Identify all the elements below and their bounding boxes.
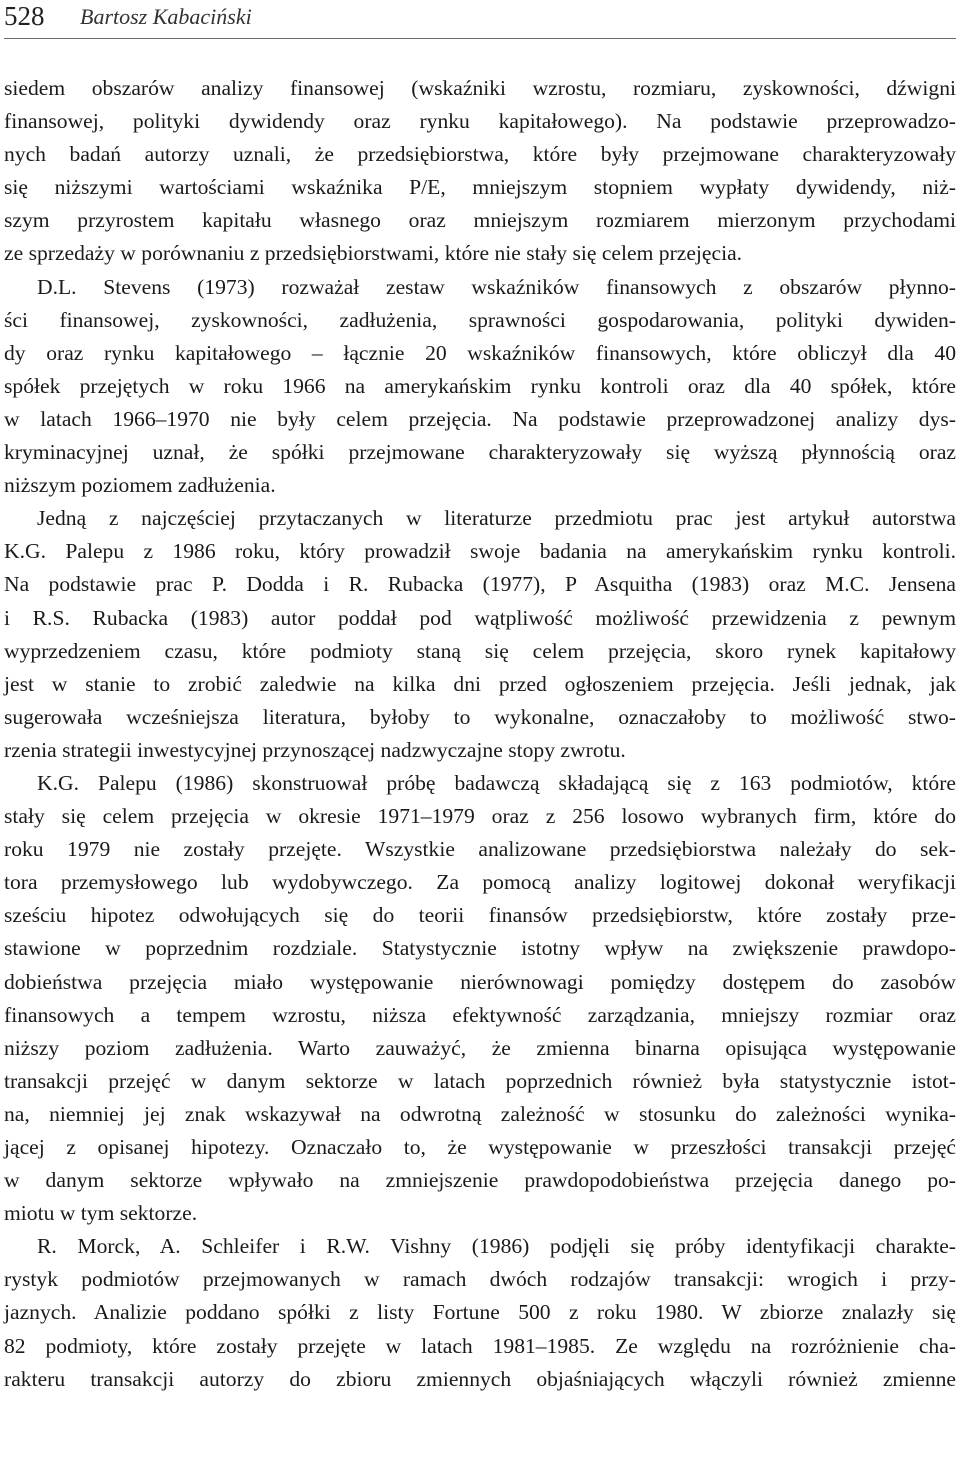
text-line: siedem obszarów analizy finansowej (wskaźniki wzrostu, rozmiaru, zyskowności, dźwigni [4, 76, 956, 100]
text-line: jest w stanie to zrobić zaledwie na kilka dni przed ogłoszeniem przejęcia. Jeśli jednak, jak [4, 671, 956, 696]
text-line: D.L. Stevens (1973) rozważał zestaw wskaźników finansowych z obszarów płynno- [37, 274, 956, 299]
text-line: stały się celem przejęcia w okresie 1971–1979 oraz z 256 losowo wybranych firm, które do [4, 804, 956, 829]
text-line: w danym sektorze wpływało na zmniejszenie prawdopodobieństwa przejęcia danego po- [4, 1168, 956, 1193]
text-line: Jedną z najczęściej przytaczanych w literaturze przedmiotu prac jest artykuł autorstwa [37, 506, 956, 531]
text-line: rystyk podmiotów przejmowanych w ramach dwóch rodzajów transakcji: wrogich i przy- [4, 1267, 956, 1292]
text-line: K.G. Palepu z 1986 roku, który prowadził swoje badania na amerykańskim rynku kontroli. [4, 539, 956, 564]
body-text [4, 72, 956, 1396]
text-line: Na podstawie prac P. Dodda i R. Rubacka (1977), P Asquitha (1983) oraz M.C. Jensena [4, 572, 956, 597]
text-line: dy oraz rynku kapitałowego – łącznie 20 wskaźników finansowych, które obliczył dla 40 [4, 340, 956, 365]
text-line: finansowych a tempem wzrostu, niższa efektywność zarządzania, mniejszy rozmiar oraz [4, 1002, 956, 1027]
text-line: miotu w tym sektorze. [4, 1201, 198, 1226]
text-line: kryminacyjnej uznał, że spółki przejmowane charakteryzowały się wyższą płynnością oraz [4, 440, 956, 465]
text-line: R. Morck, A. Schleifer i R.W. Vishny (1986) podjęli się próby identyfikacji charakte- [37, 1234, 956, 1259]
running-header-author: Bartosz Kabaciński [80, 4, 252, 29]
text-line: stawione w poprzednim rozdziale. Statystycznie istotny wpływ na zwiększenie prawdopo- [4, 936, 956, 961]
running-header [4, 0, 956, 39]
text-line: 82 podmioty, które zostały przejęte w latach 1981–1985. Ze względu na rozróżnienie cha- [4, 1333, 956, 1358]
text-line: niższy poziom zadłużenia. Warto zauważyć, że zmienna binarna opisująca występowanie [4, 1035, 956, 1060]
text-line: jącej z opisanej hipotezy. Oznaczało to, że występowanie w przeszłości transakcji przejęć [4, 1135, 956, 1159]
text-line: na, niemniej jej znak wskazywał na odwrotną zależność w stosunku do zależności wynika- [4, 1101, 956, 1126]
text-line: finansowej, polityki dywidendy oraz rynku kapitałowego). Na podstawie przeprowadzo- [4, 109, 956, 134]
text-line: nych badań autorzy uznali, że przedsiębiorstwa, które były przejmowane charakteryzowały [4, 142, 956, 167]
text-line: sugerowała wcześniejsza literatura, byłoby to wykonalne, oznaczałoby to możliwość stwo- [4, 704, 956, 729]
text-line: w latach 1966–1970 nie były celem przejęcia. Na podstawie przeprowadzonej analizy dys- [4, 406, 956, 431]
text-line: spółek przejętych w roku 1966 na amerykańskim rynku kontroli oraz dla 40 spółek, które [4, 373, 956, 398]
text-line: wyprzedzeniem czasu, które podmioty staną się celem przejęcia, skoro rynek kapitałowy [4, 638, 956, 663]
text-line: tora przemysłowego lub wydobywczego. Za pomocą analizy logitowej dokonał weryfikacji [4, 870, 956, 895]
text-line: szym przyrostem kapitału własnego oraz mniejszym rozmiarem mierzonym przychodami [4, 208, 956, 233]
text-line: się niższymi wartościami wskaźnika P/E, mniejszym stopniem wypłaty dywidendy, niż- [4, 175, 956, 200]
text-line: K.G. Palepu (1986) skonstruował próbę badawczą składającą się z 163 podmiotów, które [37, 770, 956, 795]
text-line: transakcji przejęć w danym sektorze w latach poprzednich również była statystycznie istot- [4, 1068, 956, 1093]
text-line: rakteru transakcji autorzy do zbioru zmiennych objaśniających włączyli również zmienne [4, 1366, 956, 1391]
text-line: sześciu hipotez odwołujących się do teorii finansów przedsiębiorstw, które zostały prze- [4, 903, 956, 928]
text-line: roku 1979 nie zostały przejęte. Wszystkie analizowane przedsiębiorstwa należały do sek- [4, 837, 956, 862]
text-line: ści finansowej, zyskowności, zadłużenia, sprawności gospodarowania, polityki dywiden- [4, 307, 956, 332]
text-line: ze sprzedaży w porównaniu z przedsiębiorstwami, które nie stały się celem przejęcia. [4, 241, 743, 266]
text-line: niższym poziomem zadłużenia. [4, 473, 276, 498]
text-line: i R.S. Rubacka (1983) autor poddał pod wątpliwość możliwość przewidzenia z pewnym [4, 605, 956, 630]
page-number: 528 [4, 1, 45, 31]
text-line: dobieństwa przejęcia miało występowanie nierównowagi pomiędzy dostępem do zasobów [4, 969, 956, 994]
text-line: jaznych. Analizie poddano spółki z listy Fortune 500 z roku 1980. W zbiorze znalazły się [4, 1300, 956, 1325]
text-line: rzenia strategii inwestycyjnej przynoszącej nadzwyczajne stopy zwrotu. [4, 737, 626, 762]
